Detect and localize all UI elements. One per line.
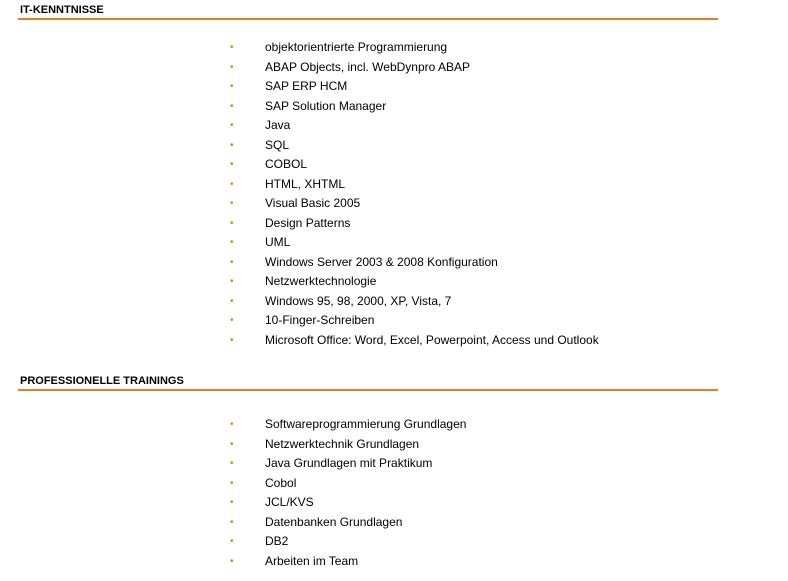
bullet-icon: • bbox=[230, 438, 234, 450]
list-item-text: objektorientrierte Programmierung bbox=[265, 40, 448, 54]
bullet-icon: • bbox=[230, 42, 234, 53]
list-item-text: DB2 bbox=[265, 534, 289, 548]
bullet-icon: • bbox=[230, 419, 234, 430]
list-item-text: Visual Basic 2005 bbox=[265, 196, 361, 210]
bullet-icon: • bbox=[230, 536, 234, 547]
list-item-text: Cobol bbox=[265, 475, 297, 490]
bullet-icon: • bbox=[230, 61, 234, 73]
section-divider bbox=[18, 389, 718, 391]
list-item-text: Softwareprogrammierung Grundlagen bbox=[265, 417, 467, 431]
bullet-icon: • bbox=[230, 256, 234, 268]
list-item-text: Java bbox=[265, 118, 291, 132]
bullet-icon: • bbox=[230, 120, 234, 131]
bullet-icon: • bbox=[230, 198, 234, 209]
list-item-text: 10-Finger-Schreiben bbox=[265, 313, 375, 327]
list-item-text: SQL bbox=[265, 137, 290, 152]
list-item-text: COBOL bbox=[265, 157, 308, 171]
list-item-text: JCL/KVS bbox=[265, 495, 314, 509]
bullet-icon: • bbox=[230, 516, 234, 528]
bullet-icon: • bbox=[230, 81, 234, 92]
bullet-icon: • bbox=[230, 334, 234, 346]
list-item-text: Datenbanken Grundlagen bbox=[265, 514, 403, 529]
bullet-icon: • bbox=[230, 497, 234, 508]
list-item-text: Design Patterns bbox=[265, 215, 351, 230]
list-item-text: Netzwerktechnologie bbox=[265, 274, 377, 288]
list-item-text: UML bbox=[265, 235, 291, 249]
list-item-text: Windows 95, 98, 2000, XP, Vista, 7 bbox=[265, 293, 452, 308]
section-divider bbox=[18, 18, 718, 20]
bullet-icon: • bbox=[230, 315, 234, 326]
list-item-text: Microsoft Office: Word, Excel, Powerpoint, Access und Outlook bbox=[265, 332, 599, 347]
list-item-text: Windows Server 2003 & 2008 Konfiguration bbox=[265, 254, 498, 269]
bullet-icon: • bbox=[230, 139, 234, 151]
list-item-text: ABAP Objects, incl. WebDynpro ABAP bbox=[265, 59, 470, 74]
list-item-text: HTML, XHTML bbox=[265, 176, 346, 191]
list-item-text: Netzwerktechnik Grundlagen bbox=[265, 436, 420, 451]
bullet-icon: • bbox=[230, 295, 234, 307]
section-title: IT-KENNTNISSE bbox=[20, 4, 104, 16]
bullet-icon: • bbox=[230, 217, 234, 229]
section-title: PROFESSIONELLE TRAININGS bbox=[20, 375, 184, 387]
list-item-text: Arbeiten im Team bbox=[265, 553, 359, 568]
bullet-icon: • bbox=[230, 178, 234, 190]
bullet-icon: • bbox=[230, 237, 234, 248]
bullet-icon: • bbox=[230, 276, 234, 287]
section-professionelle-trainings bbox=[18, 375, 718, 391]
list-item-text: Java Grundlagen mit Praktikum bbox=[265, 456, 433, 470]
bullet-icon: • bbox=[230, 477, 234, 489]
bullet-icon: • bbox=[230, 458, 234, 469]
list-item-text: SAP ERP HCM bbox=[265, 79, 348, 93]
bullet-icon: • bbox=[230, 555, 234, 567]
list-item-text: SAP Solution Manager bbox=[265, 98, 387, 113]
section-it-kenntnisse bbox=[18, 4, 718, 20]
bullet-icon: • bbox=[230, 159, 234, 170]
bullet-icon: • bbox=[230, 100, 234, 112]
